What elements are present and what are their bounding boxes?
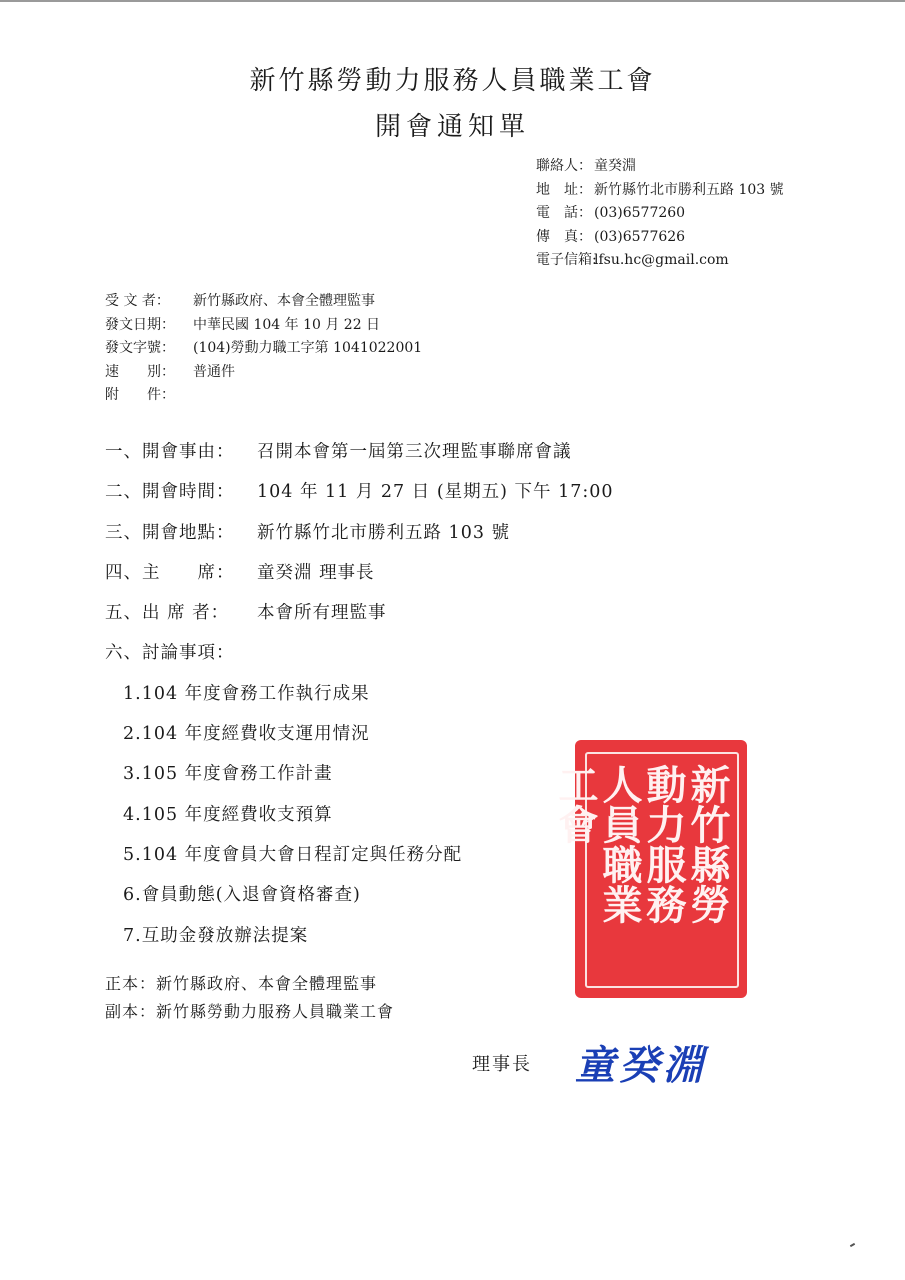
meta-date: 發文日期： 中華民國 104 年 10 月 22 日 xyxy=(105,316,381,333)
discussion-item: 6.會員動態(入退會資格審查) xyxy=(123,885,361,906)
discussion-item: 3.105 年度會務工作計畫 xyxy=(123,764,333,785)
contact-fax: 傳 真： (03)6577626 xyxy=(536,228,686,245)
seal-column: 人員職業 xyxy=(596,764,643,924)
signatory-title: 理事長 xyxy=(472,1054,532,1075)
copy-recipients: 副本：新竹縣勞動力服務人員職業工會 xyxy=(105,1002,395,1021)
meta-priority: 速 別： 普通件 xyxy=(105,363,235,380)
top-border xyxy=(0,0,905,2)
signature-stamp: 童癸淵 xyxy=(575,1043,707,1089)
meta-doc-number: 發文字號： (104)勞動力職工字第 1041022001 xyxy=(105,340,423,356)
meta-attachment: 附 件： xyxy=(105,387,175,403)
seal-column: 動力服務 xyxy=(640,764,687,924)
agenda-list xyxy=(105,438,614,962)
agenda-time: 二、開會時間： 104 年 11 月 27 日 (星期五) 下午 17:00 xyxy=(105,482,614,503)
official-seal xyxy=(552,740,747,998)
scan-speck xyxy=(850,1243,855,1247)
discussion-item: 1.104 年度會務工作執行成果 xyxy=(123,683,370,704)
meta-recipient: 受 文 者： 新竹縣政府、本會全體理監事 xyxy=(105,293,375,309)
contact-block xyxy=(536,155,784,273)
original-recipients: 正本：新竹縣政府、本會全體理監事 xyxy=(105,974,378,993)
agenda-attendees: 五、出 席 者： 本會所有理監事 xyxy=(105,603,387,624)
contact-phone: 電 話： (03)6577260 xyxy=(536,205,686,221)
contact-address: 地 址： 新竹縣竹北市勝利五路 103 號 xyxy=(536,181,784,198)
agenda-reason: 一、開會事由： 召開本會第一屆第三次理監事聯席會議 xyxy=(105,442,572,462)
discussion-item: 2.104 年度經費收支運用情況 xyxy=(123,724,370,745)
agenda-location: 三、開會地點： 新竹縣竹北市勝利五路 103 號 xyxy=(105,522,511,543)
seal-column: 新竹縣勞 xyxy=(684,764,731,924)
seal-column: 工會 xyxy=(552,764,599,844)
document-meta xyxy=(105,290,422,408)
document-title: 開會通知單 xyxy=(374,112,530,142)
discussion-item: 4.105 年度經費收支預算 xyxy=(123,804,333,825)
seal-text xyxy=(552,764,731,972)
agenda-chair: 四、主 席： 童癸淵 理事長 xyxy=(105,562,375,583)
organization-title: 新竹縣勞動力服務人員職業工會 xyxy=(249,66,656,96)
contact-person: 聯絡人： 童癸淵 xyxy=(536,158,636,174)
discussion-item: 5.104 年度會員大會日程訂定與任務分配 xyxy=(123,844,463,865)
contact-email: 電子信箱:lfsu.hc@gmail.com xyxy=(536,252,729,268)
copies-block xyxy=(105,970,394,1026)
agenda-discussion-heading: 六、討論事項： xyxy=(105,643,235,664)
discussion-item: 7.互助金發放辦法提案 xyxy=(123,925,309,946)
